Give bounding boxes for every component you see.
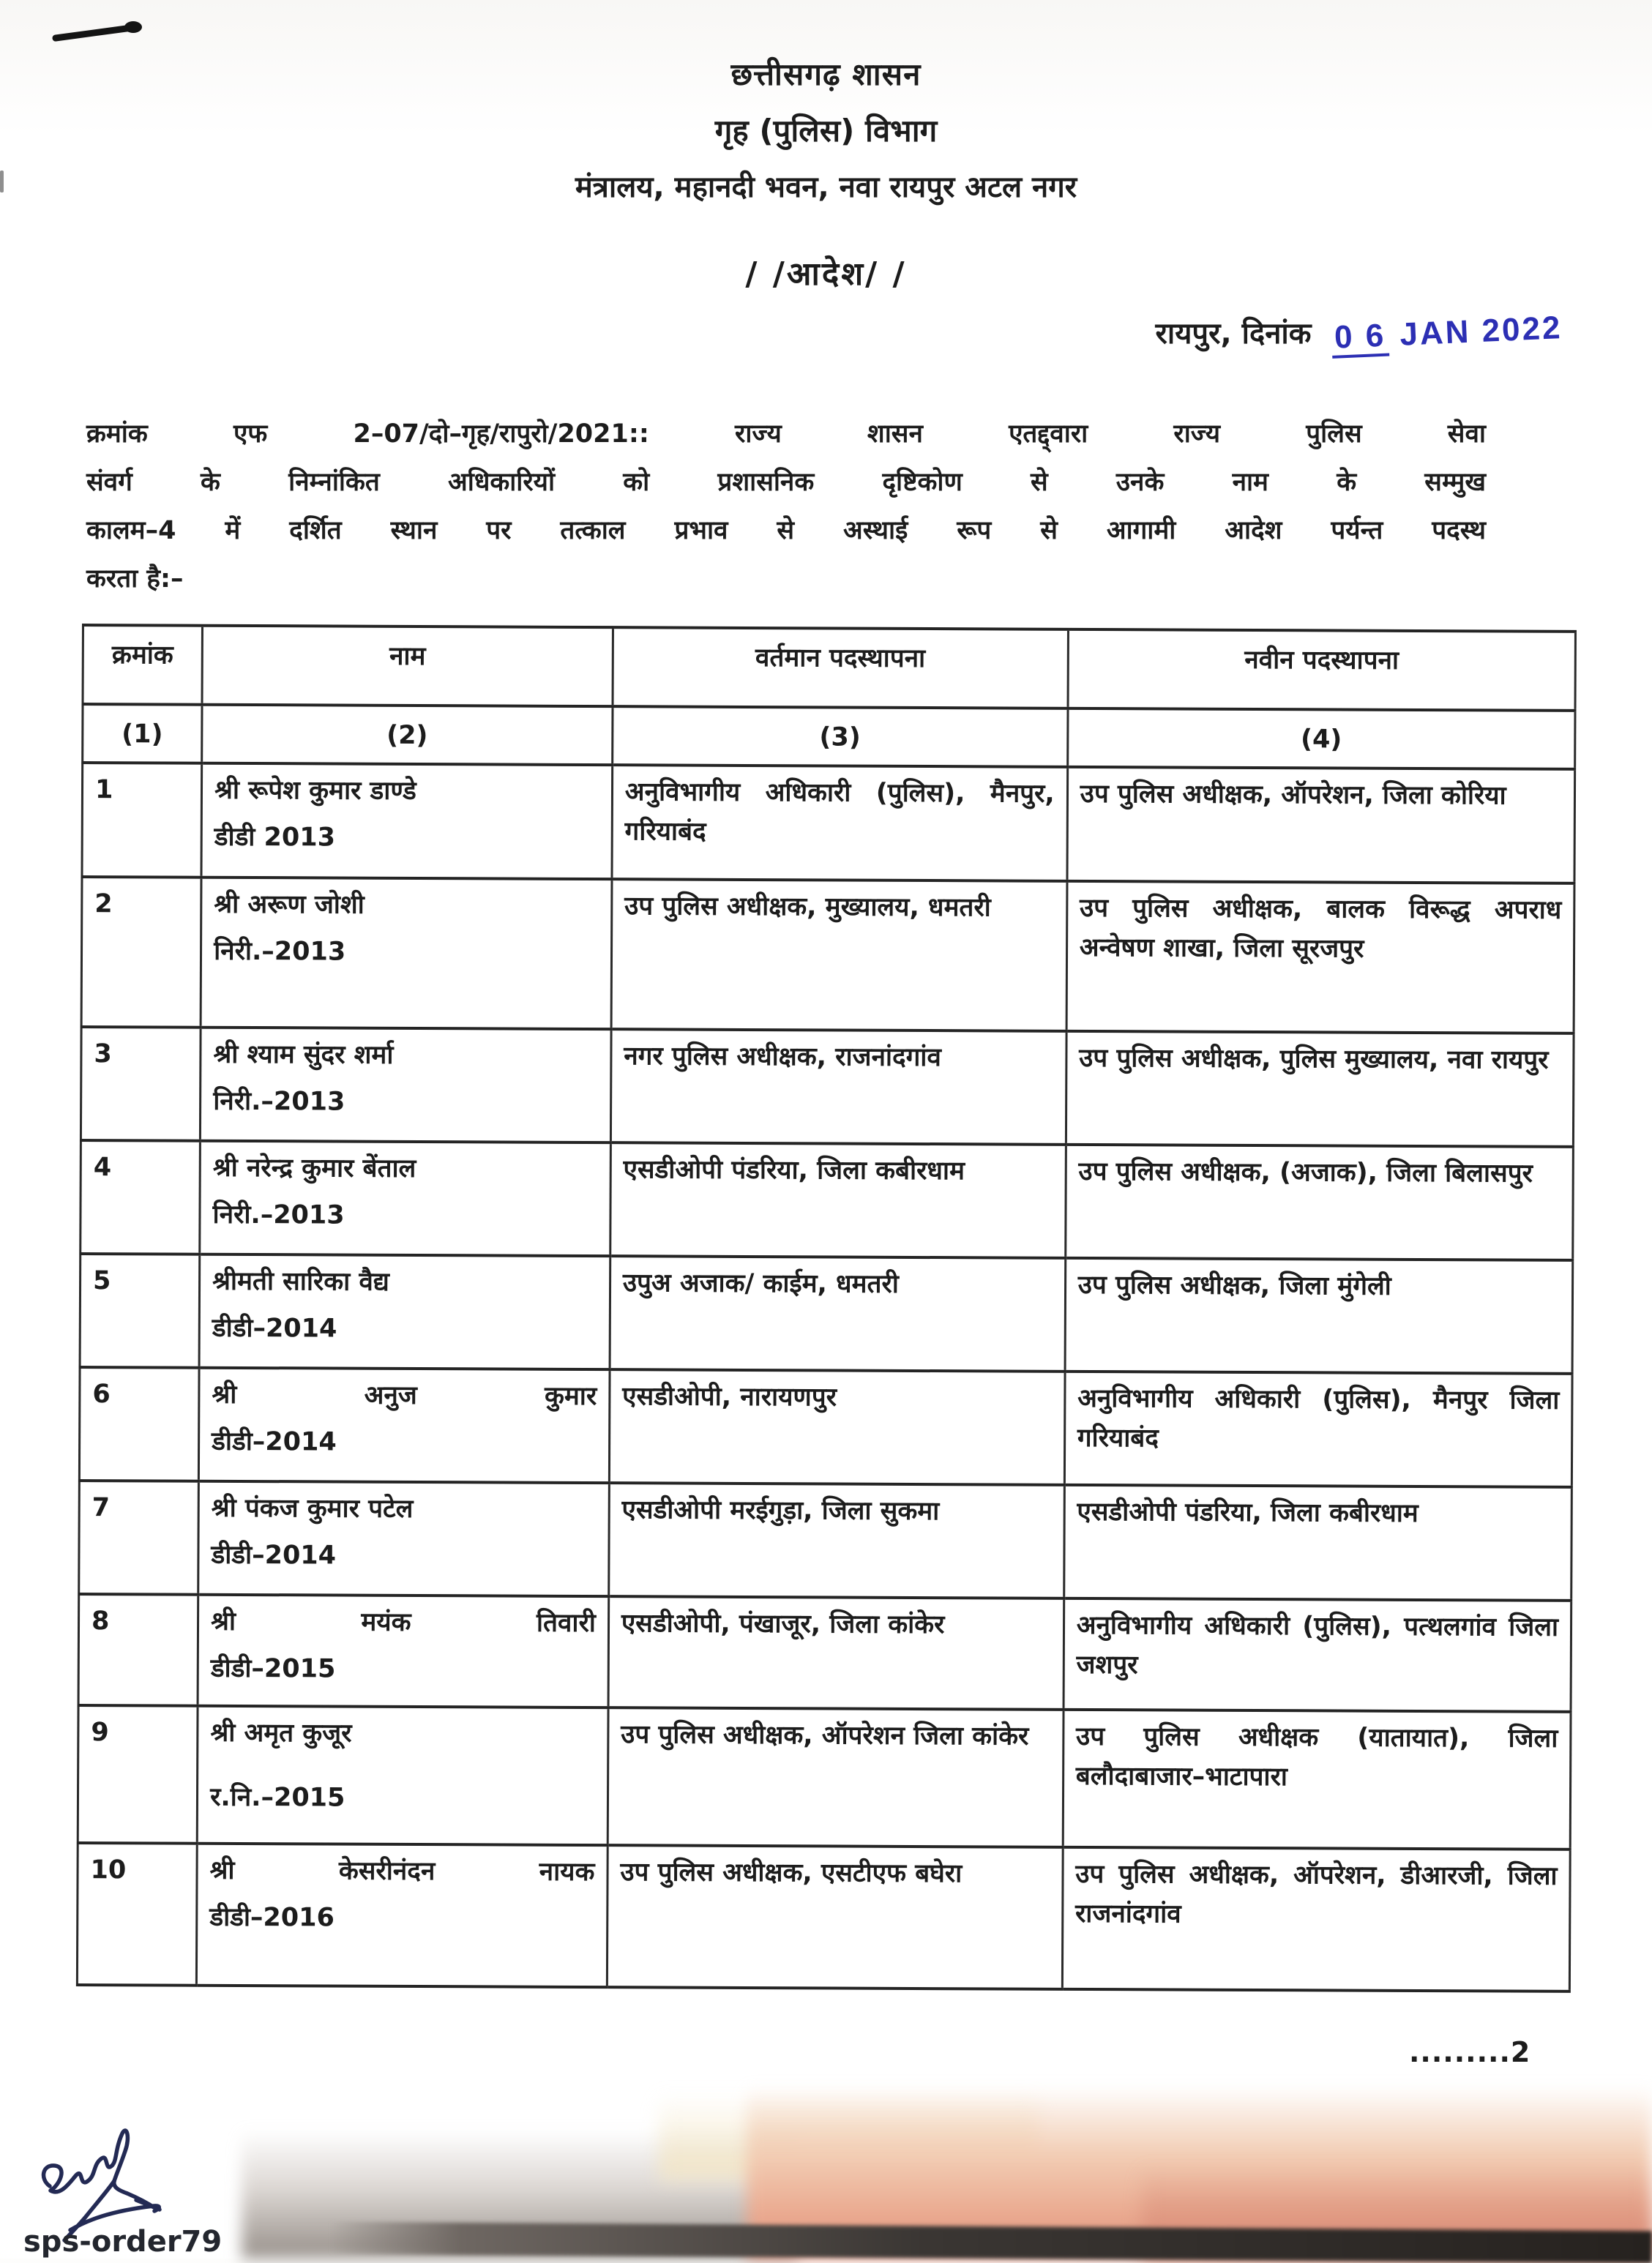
new-posting-cell: उप पुलिस अधीक्षक, (अजाक), जिला बिलासपुर — [1065, 1145, 1573, 1260]
new-posting-cell: उप पुलिस अधीक्षक (यातायात), जिला बलौदाबाजार–भाटापारा — [1063, 1710, 1571, 1849]
reference-paragraph-line: संवर्ग के निम्नांकित अधिकारियों को प्रशासनिक दृष्टिकोण से उनके नाम के सम्मुख — [86, 468, 1486, 497]
stamp-month-year: JAN 2022 — [1399, 310, 1563, 353]
scan-smear-pink — [747, 2086, 1652, 2259]
new-posting-cell: अनुविभागीय अधिकारी (पुलिस), मैनपुर जिला गरियाबंद — [1064, 1372, 1572, 1487]
officer-name-cell — [198, 1595, 608, 1707]
sno-cell: 10 — [77, 1843, 197, 1986]
officer-name: श्री रूपेश कुमार डाण्डे — [214, 775, 416, 806]
officer-batch: डीडी–2014 — [212, 1313, 337, 1344]
order-heading: / /आदेश/ / — [745, 255, 907, 293]
officer-batch: डीडी–2014 — [212, 1426, 337, 1457]
reference-paragraph — [86, 410, 1486, 603]
table-row — [82, 763, 1575, 883]
officer-name-cell — [201, 1028, 611, 1142]
file-label: sps-order79 — [23, 2225, 223, 2259]
scan-smear-gray — [242, 2130, 798, 2259]
table-header-row — [83, 625, 1575, 711]
sno-cell: 9 — [78, 1705, 198, 1844]
sno-cell: 7 — [79, 1481, 199, 1595]
new-posting-cell: उप पुलिस अधीक्षक, ऑपरेशन, डीआरजी, जिला राजनांदगांव — [1062, 1847, 1570, 1991]
column-number: (2) — [202, 705, 613, 765]
current-posting-cell: उप पुलिस अधीक्षक, एसटीएफ बघेरा — [607, 1845, 1063, 1989]
table-row — [79, 1481, 1572, 1601]
table-row — [81, 1027, 1574, 1147]
column-number-row — [83, 704, 1575, 769]
new-posting-cell: उप पुलिस अधीक्षक, पुलिस मुख्यालय, नवा रायपुर — [1066, 1031, 1574, 1147]
table-row — [81, 877, 1574, 1033]
officer-name-cell — [199, 1254, 610, 1369]
officer-name-cell — [196, 1844, 608, 1987]
sno-cell: 8 — [78, 1594, 198, 1706]
current-posting-cell: एसडीओपी, पंखाजूर, जिला कांकेर — [608, 1596, 1064, 1710]
transfer-table — [76, 624, 1577, 1993]
current-posting-cell: नगर पुलिस अधीक्षक, राजनांदगांव — [610, 1029, 1066, 1145]
new-posting-cell: उप पुलिस अधीक्षक, ऑपरेशन, जिला कोरिया — [1067, 767, 1575, 883]
officer-batch: डीडी–2014 — [211, 1540, 337, 1571]
sno-cell: 4 — [81, 1140, 201, 1254]
place-date-line — [1155, 310, 1563, 356]
current-posting-cell: एसडीओपी, नारायणपुर — [609, 1369, 1065, 1485]
officer-name: श्री अनुज कुमार — [212, 1380, 597, 1412]
table-row — [79, 1367, 1572, 1487]
pen-mark — [45, 13, 155, 57]
new-posting-cell: उप पुलिस अधीक्षक, बालक विरूद्ध अपराध अन्वेषण शाखा, जिला सूरजपुर — [1066, 881, 1574, 1033]
officer-batch: निरी.–2013 — [214, 936, 346, 967]
header-name: नाम — [202, 626, 613, 706]
current-posting-cell: अनुविभागीय अधिकारी (पुलिस), मैनपुर, गरियाबंद — [612, 765, 1068, 881]
officer-name: श्री पंकज कुमार पटेल — [211, 1493, 414, 1524]
officer-name-cell — [201, 878, 612, 1029]
current-posting-cell: उपुअ अजाक/ काईम, धमतरी — [610, 1256, 1066, 1372]
header-current-posting: वर्तमान पदस्थापना — [613, 627, 1068, 708]
ministry-address: मंत्रालय, महानदी भवन, नवा रायपुर अटल नगर — [575, 171, 1077, 204]
scan-smear — [0, 2064, 1652, 2259]
officer-batch: डीडी–2015 — [210, 1653, 336, 1684]
column-number: (1) — [83, 704, 202, 763]
header-sno: क्रमांक — [83, 625, 203, 705]
sno-cell: 5 — [80, 1254, 200, 1368]
table-row — [78, 1705, 1571, 1849]
reference-paragraph-line: कालम–4 में दर्शित स्थान पर तत्काल प्रभाव से अस्थाई रूप से आगामी आदेश पर्यन्त पदस्थ — [86, 516, 1486, 545]
reference-paragraph-line: क्रमांक एफ 2–07/दो–गृह/रापुरो/2021:: राज्य शासन एतद्द्वारा राज्य पुलिस सेवा — [86, 419, 1486, 449]
scan-dark-strip — [329, 2222, 1652, 2263]
new-posting-cell: एसडीओपी पंडरिया, जिला कबीरधाम — [1064, 1485, 1571, 1601]
department-name: गृह (पुलिस) विभाग — [714, 113, 938, 149]
sno-cell: 6 — [79, 1367, 199, 1481]
government-name: छत्तीसगढ़ शासन — [730, 56, 922, 92]
officer-name-cell — [200, 1141, 610, 1256]
scan-smear-pink-deep — [1142, 2166, 1652, 2259]
place-date-label: रायपुर, दिनांक — [1155, 317, 1312, 351]
reference-paragraph-line: करता है:– — [86, 564, 184, 594]
officer-name: श्री नरेन्द्र कुमार बेंताल — [212, 1153, 416, 1183]
officer-batch: डीडी–2016 — [209, 1902, 334, 1933]
column-number: (4) — [1067, 708, 1575, 769]
officer-name-cell — [198, 1368, 609, 1483]
new-posting-cell: उप पुलिस अधीक्षक, जिला मुंगेली — [1065, 1258, 1573, 1374]
officer-name-cell — [201, 763, 612, 879]
current-posting-cell: उप पुलिस अधीक्षक, ऑपरेशन जिला कांकेर — [608, 1707, 1064, 1847]
officer-name: श्री अरूण जोशी — [214, 889, 365, 920]
stamp-day: 0 6 — [1331, 317, 1390, 358]
officer-name-cell — [197, 1706, 608, 1845]
officer-name: श्री मयंक तिवारी — [211, 1606, 596, 1639]
table-row — [78, 1594, 1571, 1712]
new-posting-cell: अनुविभागीय अधिकारी (पुलिस), पत्थलगांव जिला जशपुर — [1064, 1598, 1571, 1712]
officer-name: श्रीमती सारिका वैद्य — [212, 1266, 390, 1297]
header-new-posting: नवीन पदस्थापना — [1068, 629, 1576, 711]
officer-name-cell — [198, 1481, 609, 1596]
officer-name: श्री श्याम सुंदर शर्मा — [213, 1039, 394, 1070]
letterhead — [0, 53, 1652, 206]
current-posting-cell: एसडीओपी मरईगुड़ा, जिला सुकमा — [609, 1483, 1065, 1598]
column-number: (3) — [612, 706, 1067, 767]
page-number: .........2 — [1409, 2036, 1531, 2068]
table-row — [80, 1254, 1573, 1374]
sno-cell: 2 — [81, 877, 201, 1028]
date-stamp — [1331, 310, 1563, 356]
officer-batch: र.नि.–2015 — [210, 1782, 345, 1813]
current-posting-cell: उप पुलिस अधीक्षक, मुख्यालय, धमतरी — [611, 879, 1067, 1031]
sno-cell: 1 — [82, 763, 202, 878]
officer-batch: निरी.–2013 — [212, 1200, 345, 1230]
officer-batch: निरी.–2013 — [213, 1086, 345, 1117]
table-row — [77, 1843, 1570, 1991]
officer-batch: डीडी 2013 — [214, 822, 336, 853]
sno-cell: 3 — [81, 1027, 201, 1141]
scan-smear-yellow — [659, 2093, 1039, 2181]
current-posting-cell: एसडीओपी पंडरिया, जिला कबीरधाम — [610, 1142, 1066, 1258]
officer-name: श्री अमृत कुजूर — [210, 1718, 352, 1748]
table-row — [81, 1140, 1574, 1260]
officer-name: श्री केसरीनंदन नायक — [209, 1855, 595, 1888]
